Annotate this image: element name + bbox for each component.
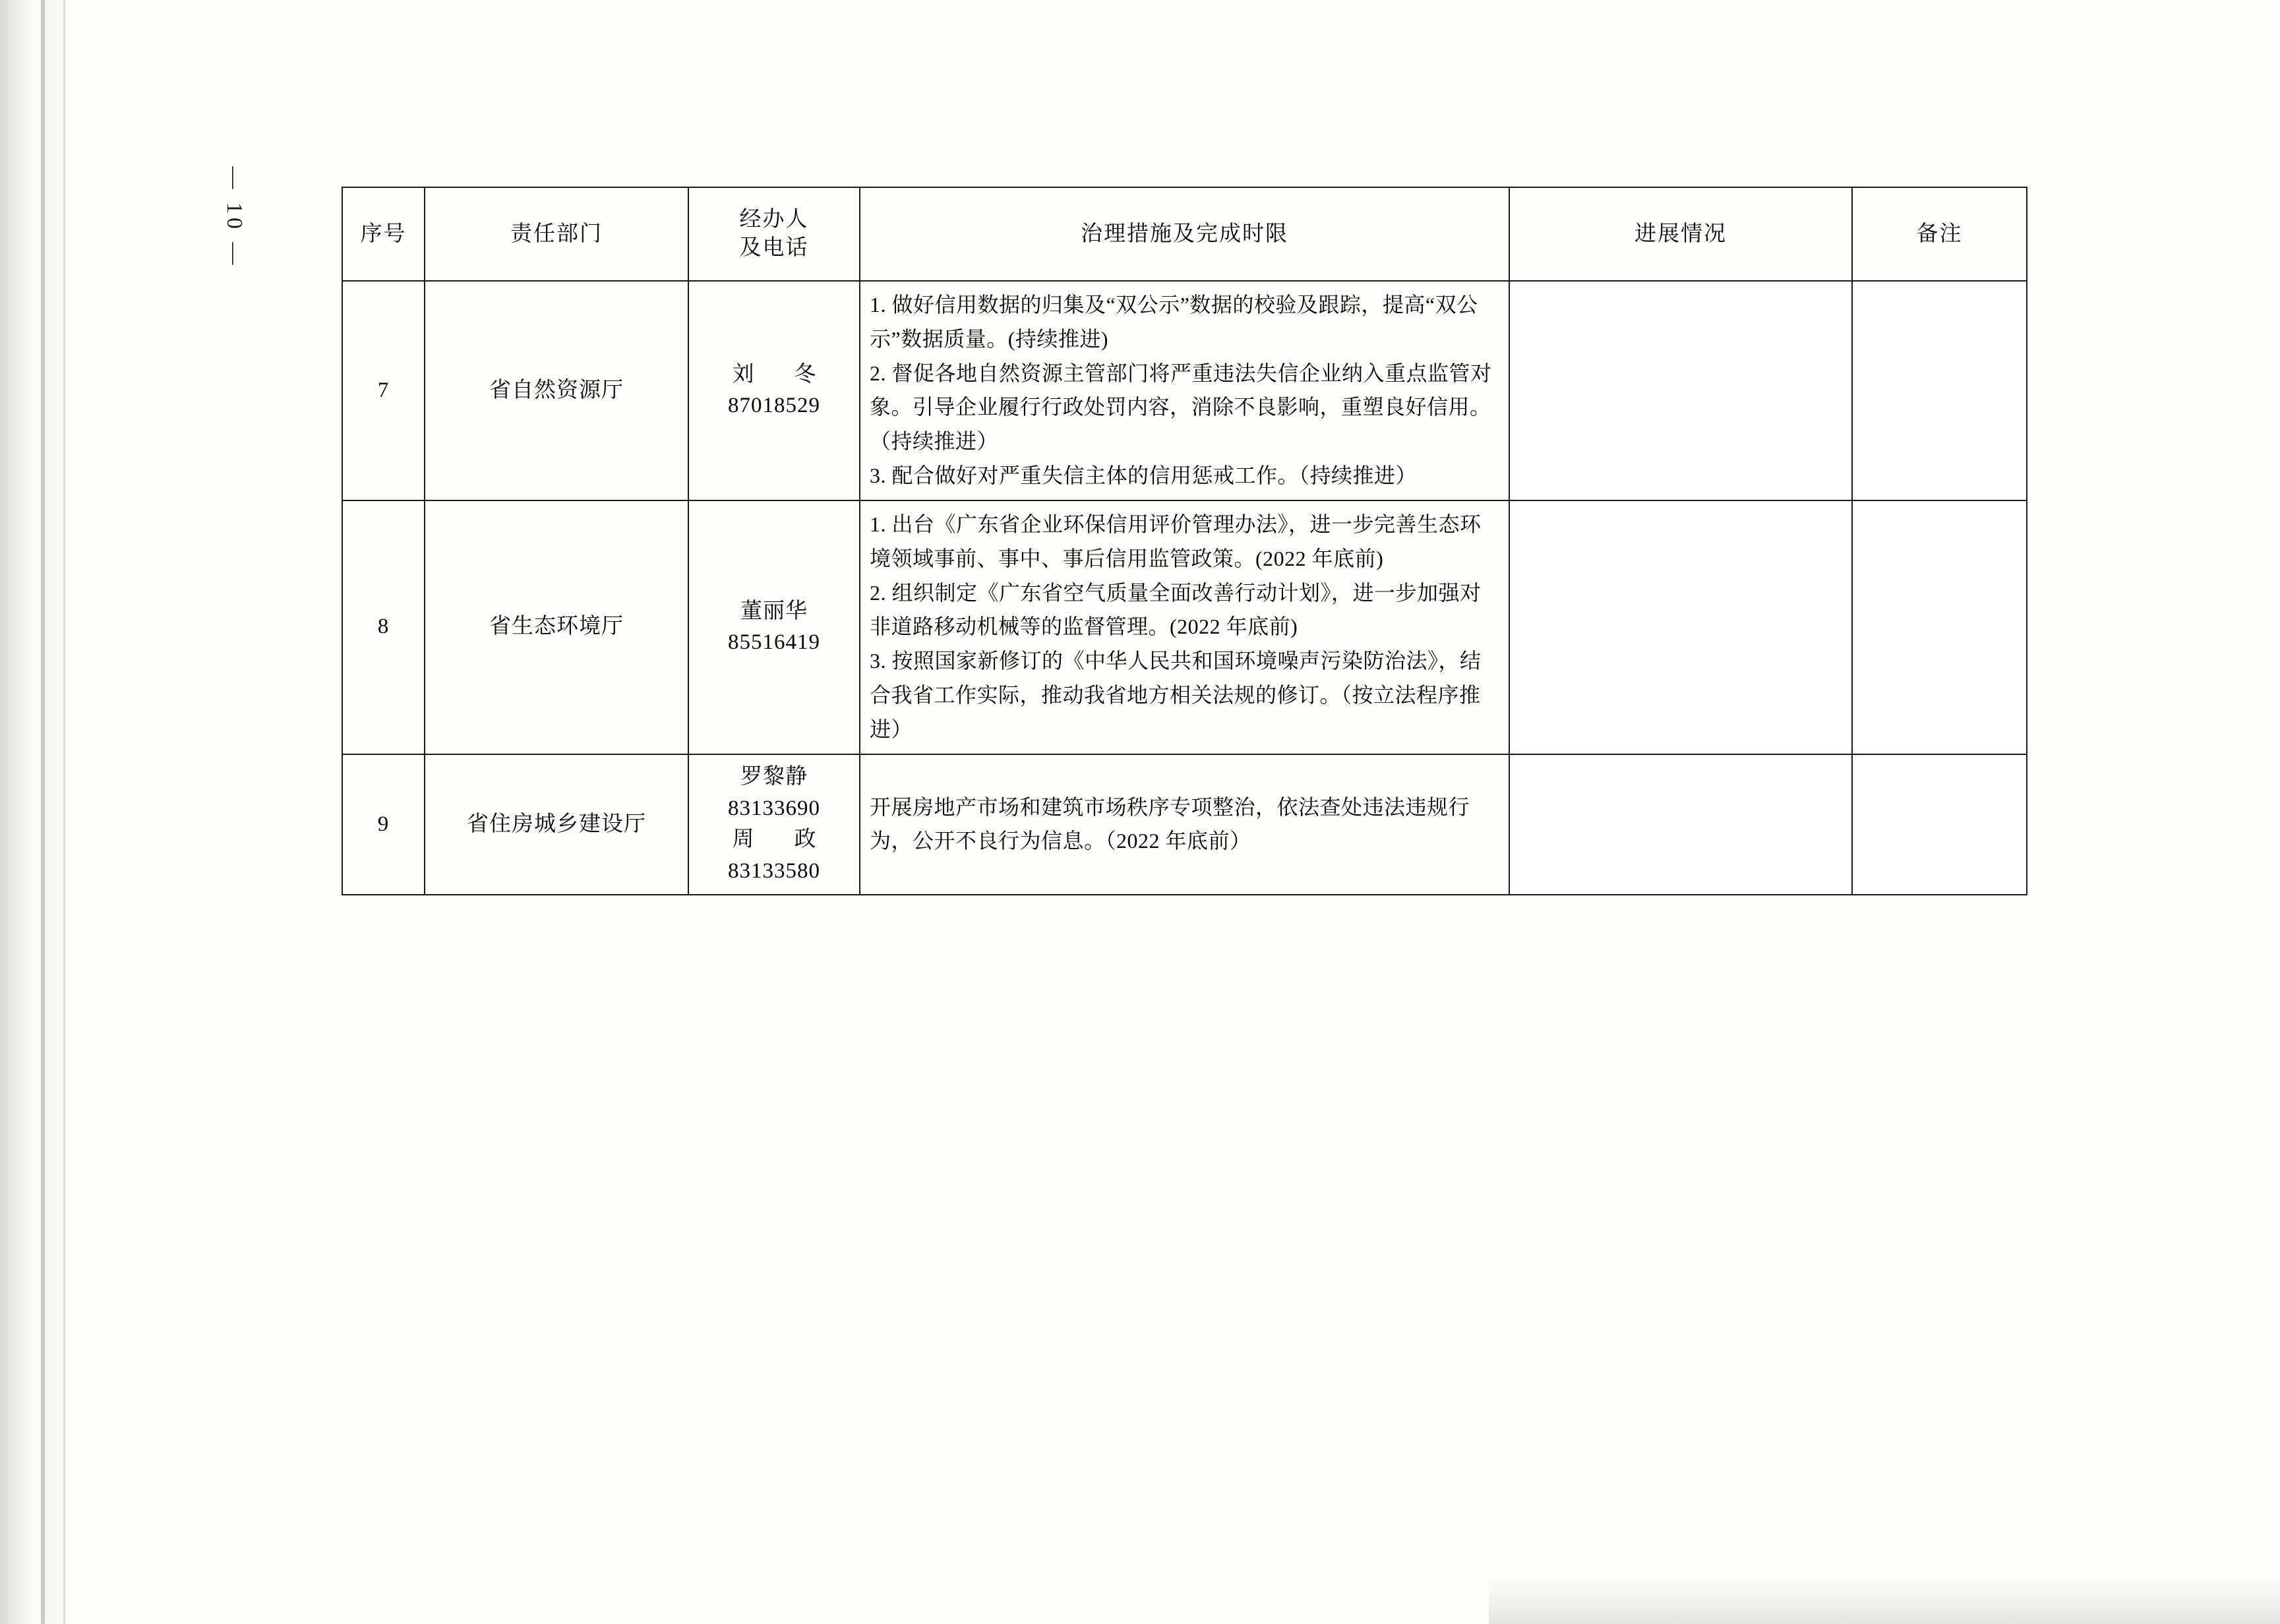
- cell-person-name: 董丽华: [740, 599, 808, 623]
- cell-person-phone-2: 83133580: [728, 859, 820, 884]
- page-number: — 10 —: [222, 166, 247, 269]
- cell-person-phone: 85516419: [728, 630, 820, 655]
- binding-line-left: [41, 0, 45, 1624]
- cell-remark: [1852, 281, 2027, 500]
- scan-bottom-shadow: [1489, 1578, 2280, 1624]
- column-header-person-line1: 经办人: [739, 208, 809, 232]
- binding-line-right: [63, 0, 65, 1624]
- column-header-person-line2: 及电话: [739, 236, 809, 260]
- cell-measures: [860, 500, 1509, 754]
- table-row: [342, 281, 2027, 500]
- column-header-department: 责任部门: [425, 187, 688, 281]
- measure-item: 3. 按照国家新修订的《中华人民共和国环境噪声污染防治法》，结合我省工作实际，推动我省地方相关法规的修订。（按立法程序推进）: [870, 649, 1482, 741]
- table-header-row: [342, 187, 2027, 281]
- cell-person-phone-1: 83133690: [728, 796, 820, 820]
- cell-no: 9: [342, 754, 425, 895]
- measure-item: 3. 配合做好对严重失信主体的信用惩戒工作。（持续推进）: [870, 464, 1418, 488]
- column-header-no: 序号: [342, 187, 425, 281]
- cell-measures: [860, 754, 1509, 895]
- cell-progress: [1509, 500, 1852, 754]
- cell-person-name-2: 周 政: [732, 827, 825, 852]
- table-row: [342, 754, 2027, 895]
- cell-person: [688, 500, 860, 754]
- cell-person: [688, 754, 860, 895]
- measure-item: 2. 组织制定《广东省空气质量全面改善行动计划》，进一步加强对非道路移动机械等的监督管理。(2022 年底前): [870, 580, 1482, 639]
- column-header-person: [688, 187, 860, 281]
- cell-remark: [1852, 754, 2027, 895]
- cell-measures: [860, 281, 1509, 500]
- scan-gutter: [44, 0, 66, 1624]
- cell-department: 省生态环境厅: [425, 500, 688, 754]
- measure-item: 1. 出台《广东省企业环保信用评价管理办法》，进一步完善生态环境领域事前、事中、事后信用监管政策。(2022 年底前): [870, 512, 1482, 570]
- measure-item: 2. 督促各地自然资源主管部门将严重违法失信企业纳入重点监管对象。引导企业履行行政处罚内容，消除不良影响，重塑良好信用。（持续推进）: [870, 361, 1492, 454]
- cell-no: 8: [342, 500, 425, 754]
- measure-item: 1. 做好信用数据的归集及“双公示”数据的校验及跟踪，提高“双公示”数据质量。(持续推进): [870, 293, 1478, 351]
- cell-progress: [1509, 281, 1852, 500]
- measure-item: 开展房地产市场和建筑市场秩序专项整治，依法查处违法违规行为，公开不良行为信息。（2022 年底前）: [870, 795, 1470, 853]
- cell-no: 7: [342, 281, 425, 500]
- column-header-remark: 备注: [1852, 187, 2027, 281]
- cell-person-name-1: 罗黎静: [740, 764, 808, 789]
- column-header-progress: 进展情况: [1509, 187, 1852, 281]
- cell-remark: [1852, 500, 2027, 754]
- governance-measures-table: [342, 187, 2026, 895]
- cell-department: 省住房城乡建设厅: [425, 754, 688, 895]
- cell-person: [688, 281, 860, 500]
- table-row: [342, 500, 2027, 754]
- cell-progress: [1509, 754, 1852, 895]
- cell-department: 省自然资源厅: [425, 281, 688, 500]
- column-header-measures: 治理措施及完成时限: [860, 187, 1509, 281]
- scan-edge-shadow: [0, 0, 40, 1624]
- cell-person-phone: 87018529: [728, 394, 820, 418]
- cell-person-name: 刘 冬: [732, 362, 825, 386]
